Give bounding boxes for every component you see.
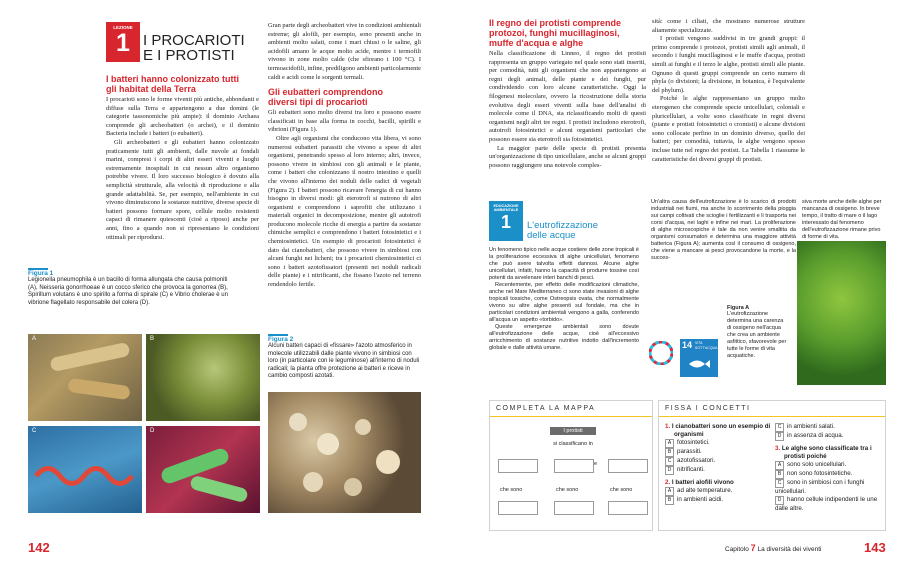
paragraph: Poiché le alghe rappresentano un gruppo molto eterogeneo che comprende specie unicellulari, coloniali e pluricellulari, a volte sono classificate in regni diversi (piante e protisti fotosintetici o cromisti) e alcune divisioni sono collocate perfino in un dominio diverso, quello dei batteri; per comodità, tuttavia, le alghe vengono spesso incluse tutte nel regno dei protisti. La Tabella 1 riassume le caratteristiche dei diversi gruppi di protisti. bbox=[652, 95, 805, 163]
sdg14-badge: 14 VITA SOTT'ACQUA bbox=[680, 339, 718, 377]
column-3 bbox=[489, 18, 646, 170]
map-blank[interactable] bbox=[498, 459, 538, 473]
question-3: 3. Le alghe sono classificate tra i protisti poiché bbox=[775, 445, 872, 460]
paragraph: La maggior parte delle specie di protisti presenta un'organizzazione di tipo unicellulare, anche se alcuni gruppi possono raggiungere una notevole comples- bbox=[489, 144, 646, 169]
sdg-wheel-icon bbox=[649, 341, 673, 365]
quiz-box bbox=[658, 400, 886, 531]
answer-option[interactable]: B parassiti. bbox=[665, 448, 771, 457]
lesson-number: 1 bbox=[116, 29, 130, 57]
column-2 bbox=[268, 22, 421, 290]
map-blank[interactable] bbox=[608, 459, 648, 473]
photo-legionella bbox=[28, 334, 142, 421]
column-4 bbox=[652, 18, 805, 164]
lesson-badge bbox=[106, 22, 140, 62]
answer-option[interactable]: C sono in simbiosi con i funghi unicellulari. bbox=[775, 479, 865, 495]
answer-option[interactable]: A ad alte temperature. bbox=[665, 487, 771, 496]
edu-text-col1: Un fenomeno tipico nelle acque costiere delle zone tropicali è la proliferazione eccessiva di alghe unicellulari, fenomeno che può avere talvolta effetti dannosi. Alcune alghe unicellulari, infatti, hanno la capacità di produrre tossine così potenti da avvelenare interi banchi di pesci. Recentemente, per effetto delle modificazioni climatiche, anche nel Mare Mediterraneo ci sono state invasioni di alghe tropicali tossiche, come Ostreopsis ovata, che normalmente vivono su altre alghe presenti sul fondale, ma che in particolari condizioni ambientali vengono a galla, conferendo all'acqua un aspetto «torbido». Queste emergenze ambientali sono dovute all'eutrofizzazione delle acque, cioè all'eccessivo arricchimento di sostanze nutritive indotto dall'incremento globale e dalle attività umane. bbox=[489, 247, 639, 351]
edu-text-col2: Un'altra causa dell'eutrofizzazione è lo scarico di prodotti industriali nei fiumi, ma anche lo scorrimento della pioggia sui campi coltivati che scioglie i fertilizzanti e li trasporta nei corsi d'acqua, nei laghi e infine nei mari. La proliferazione di alghe microscopiche è tale da non venire smaltita da organismi consumatori e determina una maggiore attività batterica (Figura A); aumenta così il consumo di ossigeno, che viene a mancare ai pesci provocandone la morte, e la succes- bbox=[651, 199, 796, 261]
section-heading-batteri: I batteri hanno colonizzato tutti gli habitat della Terra bbox=[106, 74, 239, 94]
question-1: 1. I cianobatteri sono un esempio di organismi bbox=[665, 423, 771, 438]
paragraph: I procarioti sono le forme viventi più antiche, abbondanti e diffuse sulla Terra e appartengono a due domini (le categorie tassonomiche più ampie): il dominio Archaea comprende gli archeobatteri (o archei), e il dominio Bacteria include i batteri (o eubatteri). bbox=[106, 96, 259, 138]
panel-label: C bbox=[32, 428, 37, 434]
paragraph: Gran parte degli archeobatteri vive in condizioni ambientali estreme; gli alofili, per esempio, sono presenti anche in ambienti molto salati, come i mari chiusi o le saline, gli acidofili amano le acque molto acide, mentre i termofili vivono in zone molto calde (che sfiorano i 100 °C). I termoacidofili, infine, prediligono ambienti particolarmente caldi e acidi come le sorgenti termali. bbox=[268, 22, 421, 81]
photo-spirillum bbox=[28, 426, 142, 513]
answer-option[interactable]: D in assenza di acqua. bbox=[775, 432, 881, 441]
section-heading-protisti: Il regno dei protisti comprende protozoi, funghi mucillaginosi, muffe d'acqua e alghe bbox=[489, 18, 622, 48]
lesson-title: I PROCARIOTI E I PROTISTI bbox=[143, 32, 245, 64]
edu-box bbox=[489, 199, 886, 388]
paragraph: Gli eubatteri sono molto diversi tra loro e possono essere classificati in base alla forma in cocchi, bacilli, spirilli e vibrioni (Figura 1). bbox=[268, 109, 421, 134]
map-blank[interactable] bbox=[554, 501, 594, 515]
fish-icon bbox=[687, 357, 711, 371]
column-1 bbox=[106, 74, 259, 242]
quiz-col-right bbox=[775, 423, 881, 513]
question-2: 2. I batteri alofili vivono bbox=[665, 479, 734, 486]
map-leaf: che sono bbox=[610, 487, 633, 493]
photo-eutrophication bbox=[797, 241, 886, 385]
paragraph: Oltre agli organismi che conducono vita libera, vi sono numerosi eubatteri parassiti che vivono a spese di altri organismi, penetrando spesso al loro interno; altri, invece, possono vivere in simbiosi con gli animali e le piante, come i batteri che colonizzano il nostro intestino e quelli che vivono all'interno dei noduli delle radici di vegetali (Figura 2). I batteri possono ricavare l'energia di cui hanno bisogno in diversi modi: gli eterotrofi si nutrono di altri organismi e comprendono i saprofiti che utilizzano i materiali organici in decomposizione, mentre gli autotrofi producono molecole ricche di energia a partire da sostanze chimiche semplici e comprendono i batteri fotosintetici e i chemiosintetici. Un esempio di procarioti fotosintetici è dato dai cianobatteri, che possono vivere in simbiosi con alcuni funghi nei licheni; tra i procarioti chemiosintetici ci sono i batteri azotofissatori (presenti nei noduli radicali delle piante) e i nitrificanti, che fissano l'azoto nel terreno rendendolo fertile. bbox=[268, 134, 421, 289]
panel-label: D bbox=[150, 428, 155, 434]
map-sub: si classificano in bbox=[553, 441, 593, 447]
map-root: I protisti bbox=[550, 427, 596, 435]
photo-root-nodules bbox=[268, 392, 421, 513]
map-leaf: che sono bbox=[500, 487, 523, 493]
map-blank[interactable] bbox=[554, 459, 594, 473]
edu-title: L'eutrofizzazione delle acque bbox=[527, 220, 598, 241]
quiz-title: FISSA I CONCETTI bbox=[659, 401, 885, 417]
lesson-tag: LEZIONE bbox=[113, 25, 133, 30]
figure-a: Figura A L'eutrofizzazione determina una carenza di ossigeno nell'acqua che crea un ambiente asfittico, sfavorevole per tutte le forme di vita acquatiche. bbox=[727, 305, 787, 359]
map-leaf: che sono bbox=[556, 487, 579, 493]
answer-option[interactable]: D nitrificanti. bbox=[665, 466, 771, 475]
map-blank[interactable] bbox=[498, 501, 538, 515]
figure-2 bbox=[268, 334, 421, 381]
photo-vibrio bbox=[146, 426, 260, 513]
panel-label: B bbox=[150, 336, 155, 342]
paragraph: sità: come i ciliati, che mostrano numerose strutture altamente specializzate. bbox=[652, 18, 805, 34]
paragraph: I protisti vengono suddivisi in tre grandi gruppi: il primo comprende i protozoi, protisti simili agli animali, il secondo i funghi mucillaginosi e le muffe d'acqua, protisti simili ai funghi e il terzo le alghe, protisti simili alle piante. Ognuno di questi gruppi comprende un certo numero di phyla (o divisioni; la divisione, in botanica, è l'equivalente del phylum). bbox=[652, 35, 805, 94]
page-number-right: 143 bbox=[864, 540, 886, 555]
figure-1 bbox=[28, 268, 260, 307]
quiz-col-left bbox=[665, 423, 771, 505]
map-conj: e bbox=[594, 461, 598, 467]
answer-option[interactable]: B non sono fotosintetiche. bbox=[775, 470, 881, 479]
map-blank[interactable] bbox=[608, 501, 648, 515]
answer-option[interactable]: A sono solo unicellulari. bbox=[775, 461, 881, 470]
photo-neisseria bbox=[146, 334, 260, 421]
figure-label: Figura 1 bbox=[28, 270, 54, 277]
section-heading-eubatteri: Gli eubatteri comprendono diversi tipi di procarioti bbox=[268, 87, 384, 108]
edu-text-col3: siva morte anche delle alghe per mancanza di ossigeno. In breve tempo, il tratto di mare o il lago interessato dal fenomeno dell'eutrofizzazione rimane privo di forme di vita. bbox=[802, 199, 882, 240]
figure-caption: Legionella pneumophila è un bacillo di forma allungata che causa polmoniti (A), Neisseria gonorrhoeae è un cocco sferico che provoca la gonorrea (B), Spirillum volutans è uno spirillo a forma di spirale (C) e Vibrio cholerae è un vibrione flagellato responsabile del colera (D). bbox=[28, 277, 228, 306]
paragraph: Gli archeobatteri e gli eubatteri hanno colonizzato praticamente tutti gli ambienti, dalle nuvole ai fondali marini, compresi i corpi di altri esseri viventi e luoghi estremamente inospitali in cui nessun altro organismo potrebbe vivere. Il loro successo biologico è dovuto alla semplicità strutturale, alla velocità di riproduzione e alla grande adattabilità. Se, per esempio, nell'ambiente in cui vivono diminuiscono le sostanze nutritive, diverse specie di batteri possono formare spore, cellule molto resistenti capaci di rimanere quiescenti (cioè a riposo) anche per anni, fino a quando non si ripresentano le condizioni ottimali per riprodursi. bbox=[106, 138, 259, 241]
paragraph: Nella classificazione di Linneo, il regno dei protisti rappresenta un gruppo variegato nel quale sono stati inseriti, per comodità, tutti gli organismi che non appartengono ai regni degli animali, delle piante e dei funghi, pur condividendo con loro alcune caratteristiche. Oggi la filogenesi molecolare, ovvero la ricostruzione della storia evolutiva degli esseri viventi sulla base dell'analisi di molecole come il DNA, sta riclassificando molti di questi organismi negli altri tre regni. I protisti includono eterotrofi, autotrofi fotosintetici e alcuni organismi particolari che possono essere sia eterotrofi sia fotosintetici. bbox=[489, 50, 646, 143]
chapter-footer: Capitolo 7 La diversità dei viventi bbox=[725, 543, 822, 553]
answer-option[interactable]: D hanno cellule indipendenti le une dalle altre. bbox=[775, 496, 878, 512]
panel-label: A bbox=[32, 336, 37, 342]
answer-option[interactable]: C in ambienti salati. bbox=[775, 423, 881, 432]
answer-option[interactable]: C azotofissatori. bbox=[665, 457, 771, 466]
figure-caption: Alcuni batteri capaci di «fissare» l'azoto atmosferico in molecole utilizzabili dalle piante vivono in simbiosi con loro (in particolare con le leguminose) all'interno di noduli radicali; la pianta offre protezione ai batteri e riceve in cambio composti azotati. bbox=[268, 343, 420, 379]
concept-map-box bbox=[489, 400, 653, 531]
page-number-left: 142 bbox=[28, 540, 50, 555]
answer-option[interactable]: B in ambienti acidi. bbox=[665, 496, 771, 505]
concept-map-title: COMPLETA LA MAPPA bbox=[490, 401, 652, 417]
edu-badge: EDUCAZIONE AMBIENTALE 1 bbox=[489, 201, 523, 241]
answer-option[interactable]: A fotosintetici. bbox=[665, 439, 771, 448]
figure-label: Figura 2 bbox=[268, 336, 294, 343]
